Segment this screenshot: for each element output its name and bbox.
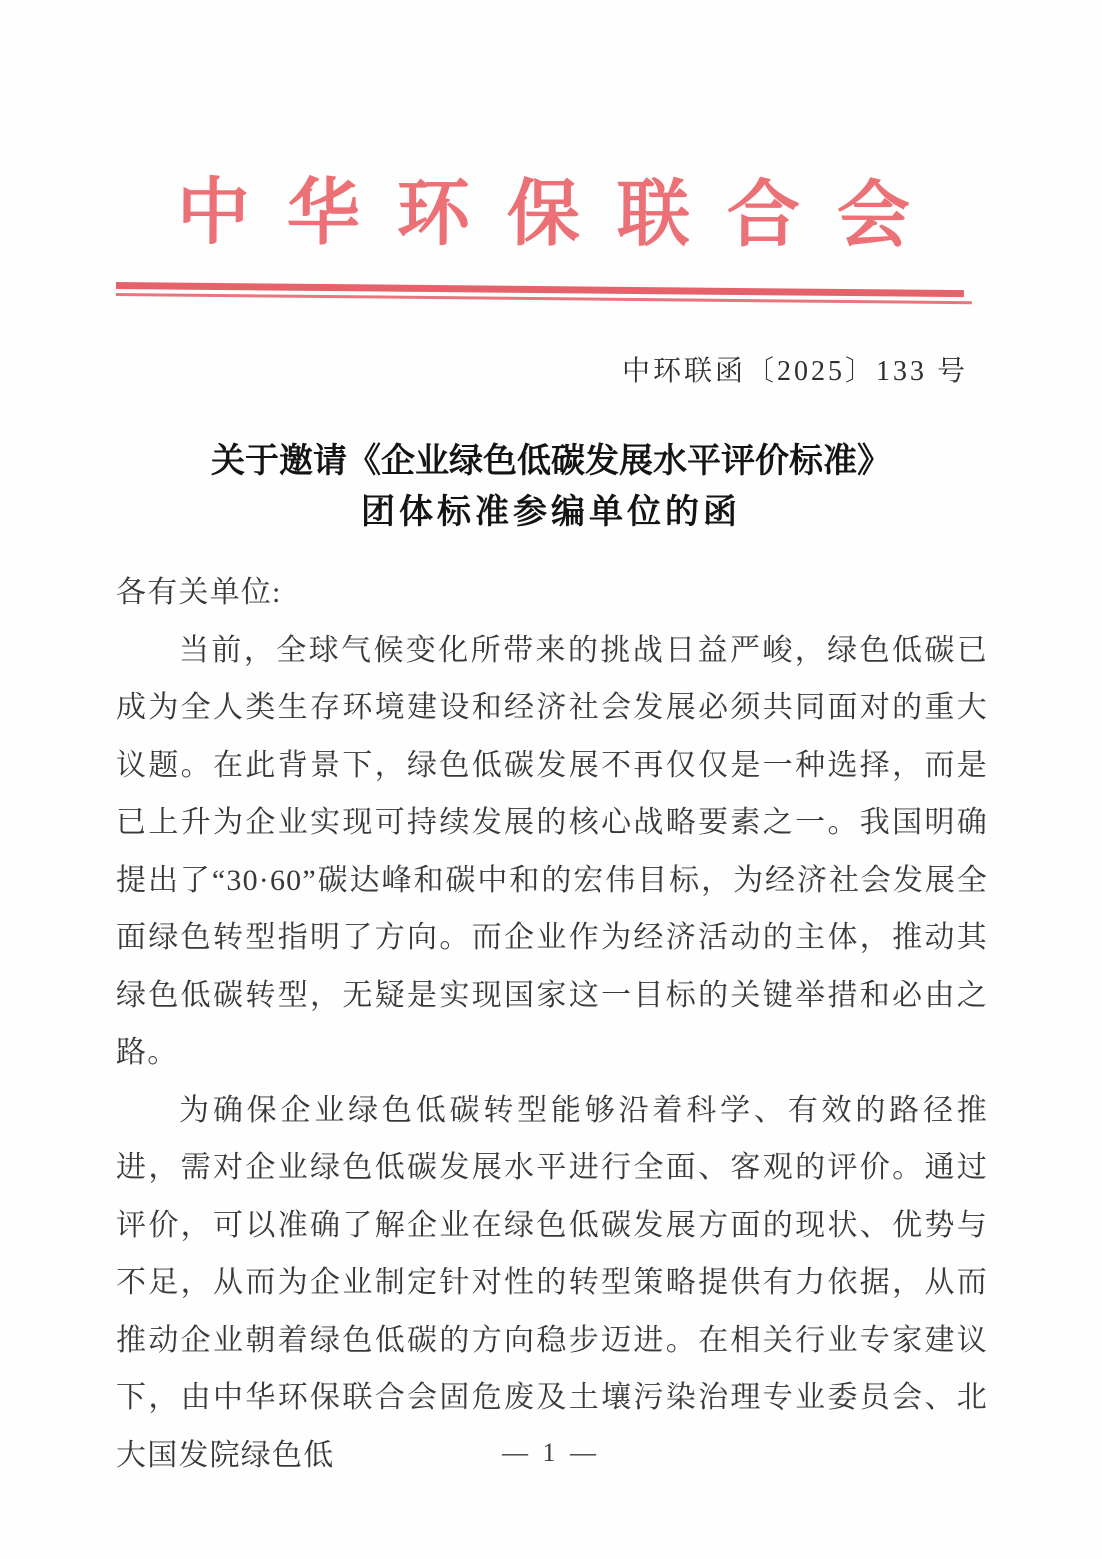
document-title — [0, 436, 1102, 538]
organization-letterhead: 中华环保联合会 — [176, 172, 948, 257]
letter-body — [116, 564, 988, 1484]
document-title-line-1: 关于邀请《企业绿色低碳发展水平评价标准》 — [211, 443, 891, 480]
letterhead-rule — [116, 282, 964, 304]
document-title-line-2: 团体标准参编单位的函 — [361, 494, 741, 531]
salutation: 各有关单位: — [116, 576, 282, 609]
page-number: — 1 — — [502, 1438, 600, 1467]
body-paragraph-2: 为确保企业绿色低碳转型能够沿着科学、有效的路径推进，需对企业绿色低碳发展水平进行全面、客观的评价。通过评价，可以准确了解企业在绿色低碳发展方面的现状、优势与不足，从而为企业制定针对性的转型策略提供有力依据，从而推动企业朝着绿色低碳的方向稳步迈进。在相关行业专家建议下，由中华环保联合会固危废及土壤污染治理专业委员会、北大国发院绿色低 — [116, 1093, 988, 1472]
body-paragraph-1: 当前，全球气候变化所带来的挑战日益严峻，绿色低碳已成为全人类生存环境建设和经济社会发展必须共同面对的重大议题。在此背景下，绿色低碳发展不再仅仅是一种选择，而是已上升为企业实现可持续发展的核心战略要素之一。我国明确提出了“30·60”碳达峰和碳中和的宏伟目标，为经济社会发展全面绿色转型指明了方向。而企业作为经济活动的主体，推动其绿色低碳转型，无疑是实现国家这一目标的关键举措和必由之路。 — [116, 633, 988, 1069]
document-reference-number: 中环联函〔2025〕133 号 — [621, 356, 968, 387]
